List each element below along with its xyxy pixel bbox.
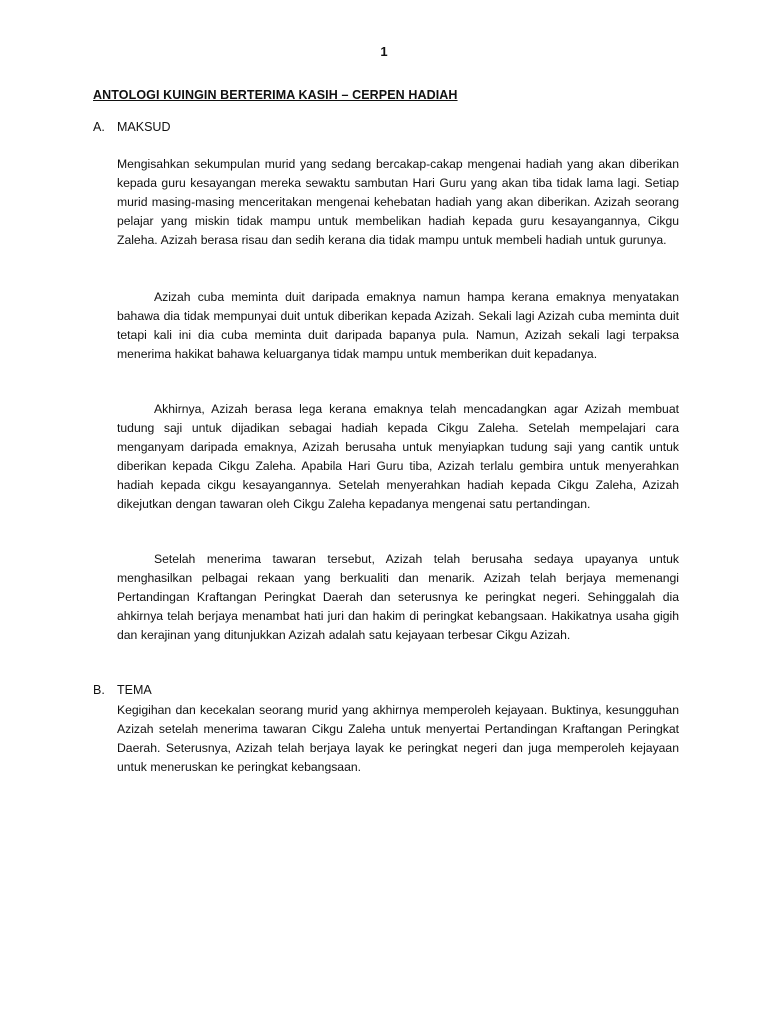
section-heading-tema	[93, 683, 152, 697]
page-number: 1	[380, 44, 388, 59]
maksud-paragraph-3: Akhirnya, Azizah berasa lega kerana emaknya telah mencadangkan agar Azizah membuat tudung saji untuk dijadikan sebagai hadiah kepada Cikgu Zaleha. Setelah mempelajari cara menganyam daripada emaknya, Azizah berusaha untuk menyiapkan tudung saji yang cantik untuk diberikan kepada Cikgu Zaleha. Apabila Hari Guru tiba, Azizah terlalu gembira untuk menyerahkan hadiah kepada cikgu kesayangannya. Setelah menyerahkan hadiah kepada Cikgu Zaleha, Azizah dikejutkan dengan tawaran oleh Cikgu Zaleha kepadanya mengenai satu pertandingan.	[117, 402, 679, 511]
tema-paragraph-1: Kegigihan dan kecekalan seorang murid yang akhirnya memperoleh kejayaan. Buktinya, kesungguhan Azizah setelah menerima tawaran Cikgu Zaleha untuk menyertai Pertandingan Kraftangan Peringkat Daerah. Seterusnya, Azizah telah berjaya layak ke peringkat negeri dan juga memperoleh kejayaan untuk meneruskan ke peringkat kebangsaan.	[117, 703, 679, 774]
section-title: TEMA	[117, 683, 152, 697]
maksud-paragraph-1: Mengisahkan sekumpulan murid yang sedang bercakap-cakap mengenai hadiah yang akan diberikan kepada guru kesayangan mereka sewaktu sambutan Hari Guru yang akan tiba tidak lama lagi. Setiap murid masing-masing menceritakan mengenai kehebatan hadiah yang akan diberikan. Azizah seorang pelajar yang miskin tidak mampu untuk membelikan hadiah kepada guru kesayangannya, Cikgu Zaleha. Azizah berasa risau dan sedih kerana dia tidak mampu untuk membeli hadiah untuk gurunya.	[117, 157, 679, 247]
maksud-paragraph-2: Azizah cuba meminta duit daripada emaknya namun hampa kerana emaknya menyatakan bahawa dia tidak mempunyai duit untuk diberikan kepada Azizah. Sekali lagi Azizah cuba meminta duit tetapi kali ini dia cuba meminta duit daripada bapanya pula. Namun, Azizah sekali lagi terpaksa menerima hakikat bahawa keluarganya tidak mampu untuk memberikan duit kepadanya.	[117, 290, 679, 361]
section-letter: A.	[93, 120, 105, 134]
section-title: MAKSUD	[117, 120, 171, 134]
section-heading-maksud	[93, 120, 170, 134]
maksud-paragraph-4: Setelah menerima tawaran tersebut, Azizah telah berusaha sedaya upayanya untuk menghasilkan pelbagai rekaan yang berkualiti dan menarik. Azizah telah berjaya memenangi Pertandingan Kraftangan Peringkat Daerah dan seterusnya ke peringkat negeri. Sehinggalah dia ahkirnya telah berjaya menambat hati juri dan hakim di peringkat kebangsaan. Hakikatnya usaha gigih dan kerajinan yang ditunjukkan Azizah adalah satu kejayaan terbesar Cikgu Azizah.	[117, 552, 679, 642]
document-title: ANTOLOGI KUINGIN BERTERIMA KASIH – CERPEN HADIAH	[93, 88, 458, 102]
section-letter: B.	[93, 683, 105, 697]
